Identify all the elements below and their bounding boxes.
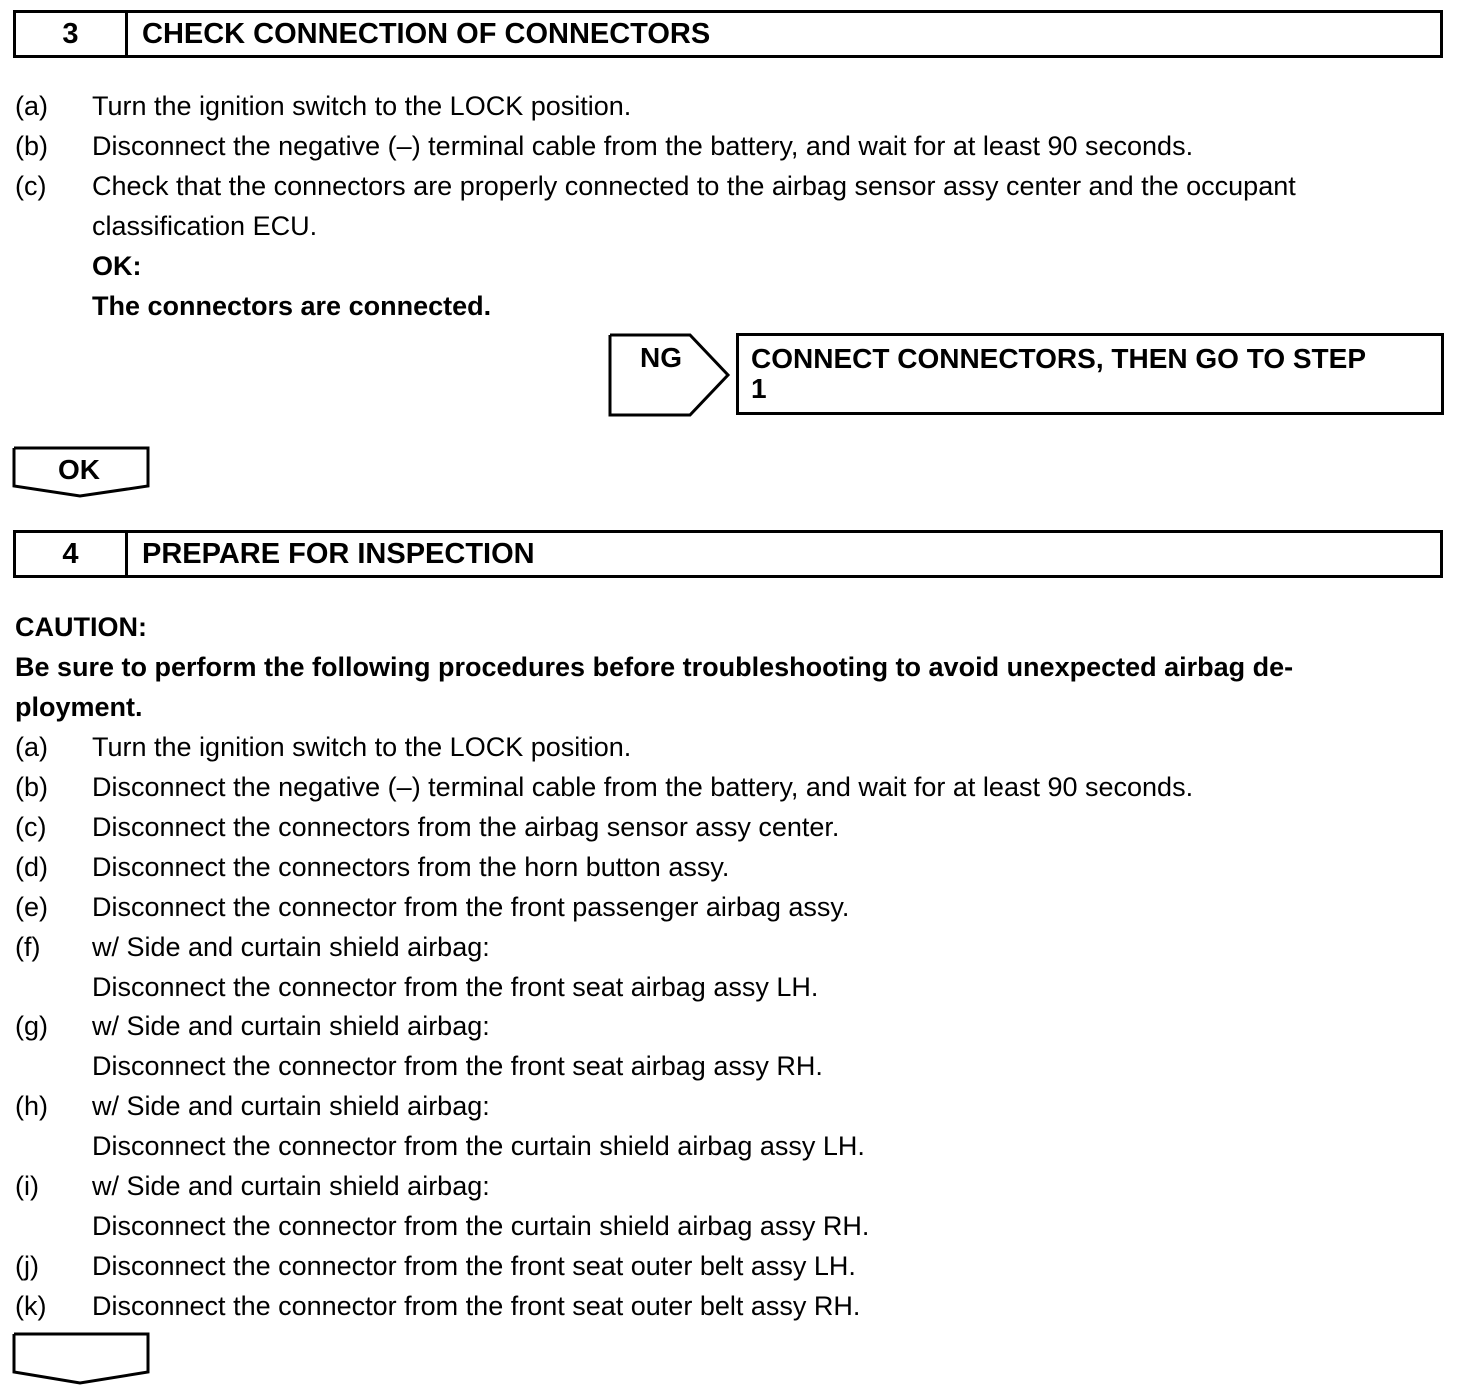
step-4-item-h-continuation: Disconnect the connector from the curtain shield airbag assy LH. bbox=[92, 1131, 865, 1161]
ng-action-line-1: CONNECT CONNECTORS, THEN GO TO STEP bbox=[751, 343, 1367, 374]
step-3-header bbox=[13, 10, 1443, 58]
step-3-item-b-label: (b) bbox=[15, 131, 48, 161]
ng-action-line-2: 1 bbox=[751, 373, 767, 404]
step-4-item-g-label: (g) bbox=[15, 1011, 48, 1041]
step-4-item-h-text: w/ Side and curtain shield airbag: bbox=[92, 1091, 490, 1121]
step-4-item-f-text: w/ Side and curtain shield airbag: bbox=[92, 932, 490, 962]
step-4-item-g-continuation: Disconnect the connector from the front seat airbag assy RH. bbox=[92, 1051, 823, 1081]
step-4-item-g-text: w/ Side and curtain shield airbag: bbox=[92, 1011, 490, 1041]
step-4-item-i-label: (i) bbox=[15, 1171, 39, 1201]
caution-text-line-2: ployment. bbox=[15, 692, 143, 722]
step-4-item-k-label: (k) bbox=[15, 1291, 47, 1321]
step-4-header bbox=[13, 530, 1443, 578]
step-4-item-a-text: Turn the ignition switch to the LOCK position. bbox=[92, 732, 632, 762]
step-4-number: 4 bbox=[16, 533, 128, 575]
step-3-ok-label: OK: bbox=[92, 251, 142, 281]
step-3-item-c-label: (c) bbox=[15, 171, 47, 201]
step-4-item-d-label: (d) bbox=[15, 852, 48, 882]
step-4-item-b-label: (b) bbox=[15, 772, 48, 802]
step-4-item-b-text: Disconnect the negative (–) terminal cable from the battery, and wait for at least 90 seconds. bbox=[92, 772, 1194, 802]
step-3-title: CHECK CONNECTION OF CONNECTORS bbox=[142, 17, 711, 50]
step-4-item-f-label: (f) bbox=[15, 932, 41, 962]
next-step-down-arrow-icon bbox=[12, 1332, 150, 1386]
step-4-item-c-text: Disconnect the connectors from the airbag sensor assy center. bbox=[92, 812, 840, 842]
step-4-item-h-label: (h) bbox=[15, 1091, 48, 1121]
step-4-item-e-label: (e) bbox=[15, 892, 48, 922]
ng-action-box bbox=[736, 333, 1444, 415]
step-3-item-c-text: Check that the connectors are properly connected to the airbag sensor assy center and the occupant bbox=[92, 171, 1296, 201]
step-4-item-d-text: Disconnect the connectors from the horn button assy. bbox=[92, 852, 730, 882]
step-4-item-a-label: (a) bbox=[15, 732, 48, 762]
step-3-item-b-text: Disconnect the negative (–) terminal cable from the battery, and wait for at least 90 seconds. bbox=[92, 131, 1194, 161]
ok-arrow-label: OK bbox=[58, 454, 100, 485]
caution-text-line-1: Be sure to perform the following procedures before troubleshooting to avoid unexpected airbag de- bbox=[15, 652, 1294, 682]
step-4-item-e-text: Disconnect the connector from the front passenger airbag assy. bbox=[92, 892, 850, 922]
step-3-item-c-continuation: classification ECU. bbox=[92, 211, 318, 241]
ng-label: NG bbox=[640, 342, 682, 373]
step-4-title: PREPARE FOR INSPECTION bbox=[142, 537, 535, 570]
step-4-item-i-continuation: Disconnect the connector from the curtain shield airbag assy RH. bbox=[92, 1211, 870, 1241]
step-3-item-a-text: Turn the ignition switch to the LOCK position. bbox=[92, 91, 632, 121]
caution-label: CAUTION: bbox=[15, 612, 147, 642]
step-4-item-c-label: (c) bbox=[15, 812, 47, 842]
step-3-item-a-label: (a) bbox=[15, 91, 48, 121]
step-3-number: 3 bbox=[16, 13, 128, 55]
step-4-item-j-text: Disconnect the connector from the front seat outer belt assy LH. bbox=[92, 1251, 856, 1281]
step-3-ok-text: The connectors are connected. bbox=[92, 291, 492, 321]
step-4-item-f-continuation: Disconnect the connector from the front seat airbag assy LH. bbox=[92, 972, 819, 1002]
step-4-item-i-text: w/ Side and curtain shield airbag: bbox=[92, 1171, 490, 1201]
step-4-item-k-text: Disconnect the connector from the front seat outer belt assy RH. bbox=[92, 1291, 861, 1321]
step-4-item-j-label: (j) bbox=[15, 1251, 39, 1281]
